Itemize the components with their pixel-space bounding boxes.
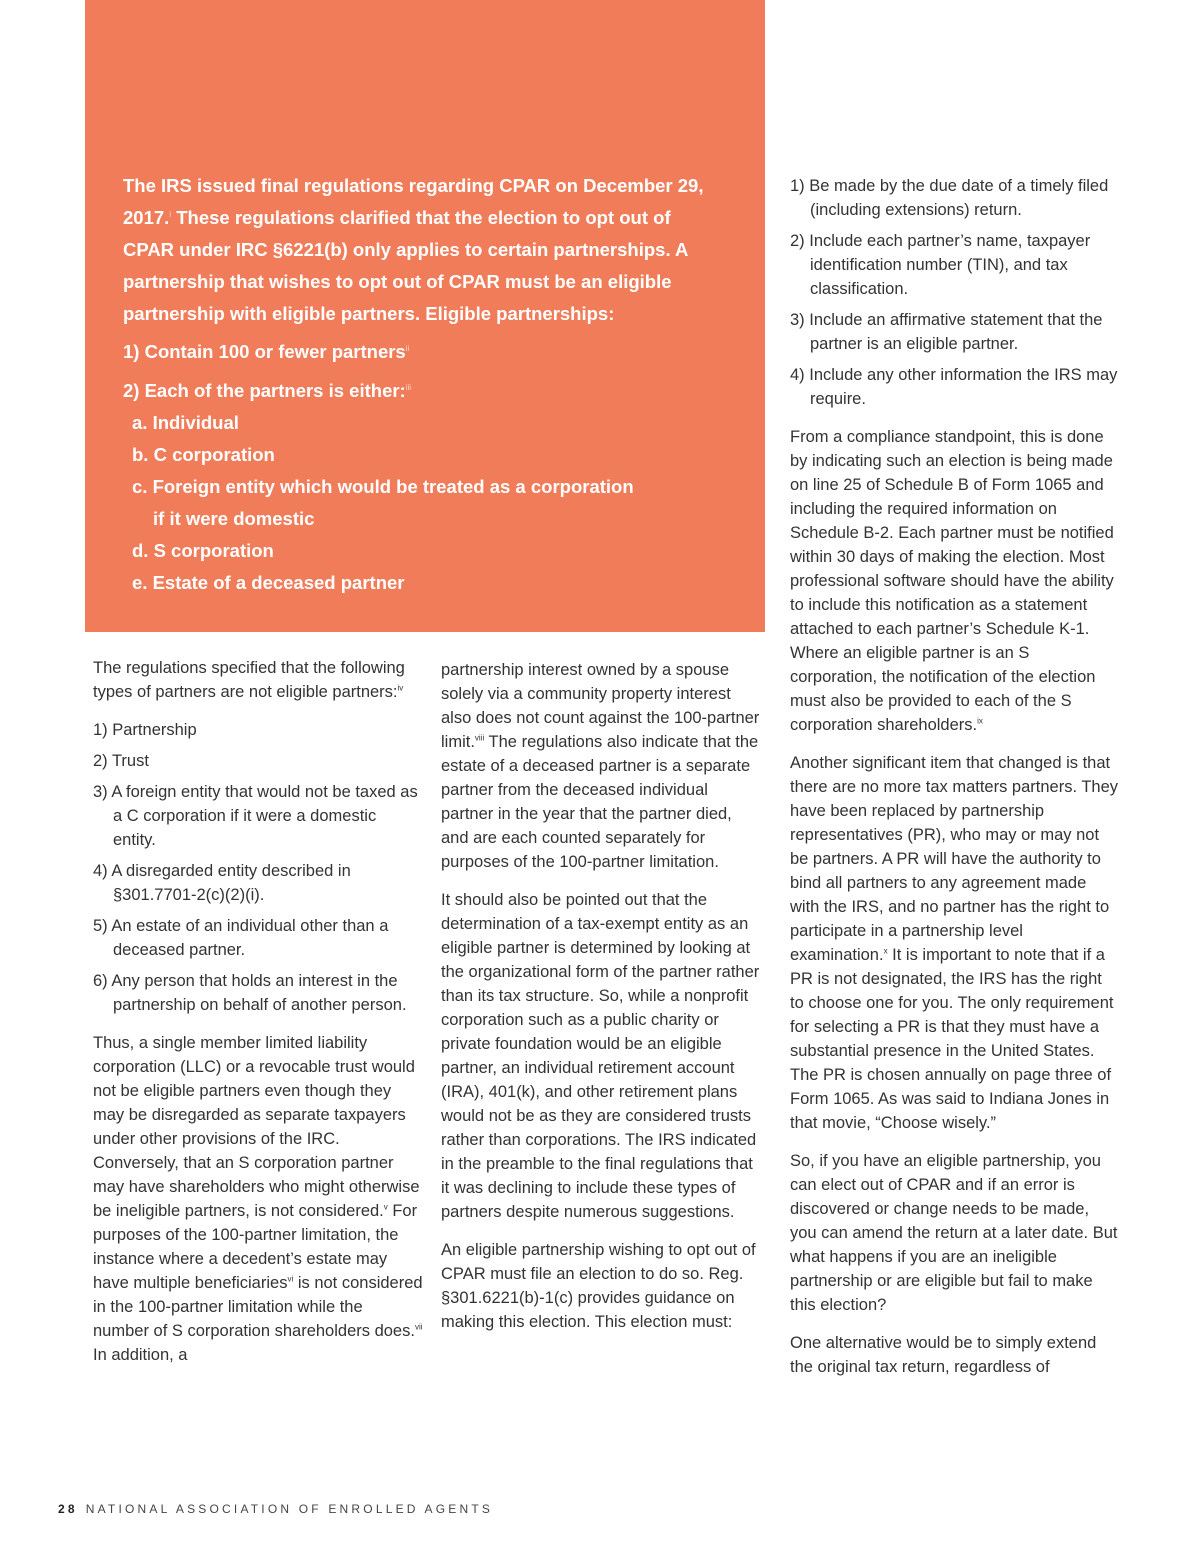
paragraph-text: It is important to note that if a PR is not designated, the IRS has the right to choose one for you. The only requirement for selecting a PR is that they must have a substantial presence in the United States. The PR is chosen annually on page three of Form 1065. As was said to Indiana Jones in that movie, “Choose wisely.” — [790, 946, 1114, 1132]
paragraph — [790, 425, 1120, 737]
paragraph — [93, 656, 423, 704]
callout-intro-text-1: The IRS issued final regulations regarding CPAR on December 29, 2017. — [123, 175, 704, 228]
callout-subitem-line: if it were domestic — [153, 508, 315, 529]
callout-content — [123, 170, 723, 599]
list-item: 1) Partnership — [93, 721, 197, 739]
paragraph — [93, 1031, 423, 1367]
publication-name: NATIONAL ASSOCIATION OF ENROLLED AGENTS — [85, 1502, 494, 1516]
paragraph — [790, 751, 1120, 1135]
callout-intro-text-2: These regulations clarified that the election to opt out of CPAR under IRC §6221(b) only applies to certain partnerships. A partnership that wishes to opt out of CPAR must be an eligible partnership with eligible partners. Eligible partnerships: — [123, 207, 688, 324]
paragraph-text: is not considered in the 100-partner limitation while the number of S corporation shareholders does. — [93, 1274, 423, 1340]
footnote-ref: v — [383, 1202, 388, 1212]
paragraph-text: Another significant item that changed is that there are no more tax matters partners. They have been replaced by partnership representatives (PR), who may or may not be partners. A PR will have the authority to bind all partners to any agreement made with the IRS, and no partner has the right to participate in a partnership level examination. — [790, 754, 1119, 964]
callout-item — [123, 375, 723, 407]
footnote-ref: x — [883, 946, 888, 956]
callout-subitem: b. C corporation — [132, 444, 275, 465]
footnote-ref: viii — [474, 733, 485, 743]
election-requirements-list — [790, 174, 1120, 411]
paragraph-text: The regulations also indicate that the estate of a deceased partner is a separate partner from the deceased individual partner in the year that the partner died, and are each counted separately for purposes of the 100-partner limitation. — [441, 733, 759, 871]
column-3 — [790, 174, 1120, 1393]
paragraph-text: From a compliance standpoint, this is done by indicating such an election is being made on line 25 of Schedule B of Form 1065 and including the required information on Schedule B-2. Each partner must be notified within 30 days of making the election. Most professional software should have the ability to include this notification as a statement attached to each partner’s Schedule K-1. Where an eligible partner is an S corporation, the notification of the election must also be provided to each of the S corporation shareholders. — [790, 428, 1114, 734]
paragraph: It should also be pointed out that the determination of a tax-exempt entity as an eligible partner is determined by looking at the organizational form of the partner rather than its tax structure. So, while a nonprofit corporation such as a public charity or private foundation would be an eligible partner, an individual retirement account (IRA), 401(k), and other retirement plans would not be as they are considered trusts rather than corporations. The IRS indicated in the preamble to the final regulations that it was declining to include these types of partners despite numerous suggestions. — [441, 891, 760, 1221]
paragraph: An eligible partnership wishing to opt out of CPAR must file an election to do so. Reg. §301.6221(b)-1(c) provides guidance on making this election. This election must: — [441, 1241, 756, 1331]
list-item: 2) Trust — [93, 752, 149, 770]
callout-item-text: 2) Each of the partners is either: — [123, 380, 406, 401]
column-2 — [441, 658, 763, 1348]
list-item: 1) Be made by the due date of a timely filed (including extensions) return. — [790, 177, 1109, 219]
callout-box — [85, 0, 765, 632]
paragraph — [441, 658, 763, 874]
list-item: 5) An estate of an individual other than a deceased partner. — [93, 917, 389, 959]
page-footer — [58, 1502, 493, 1516]
paragraph-text: In addition, a — [93, 1346, 188, 1364]
callout-subitem: e. Estate of a deceased partner — [132, 572, 405, 593]
callout-item — [123, 336, 723, 368]
callout-subitem-line: c. Foreign entity which would be treated as a corporation — [132, 476, 634, 497]
callout-subitem — [123, 471, 723, 535]
callout-intro — [123, 170, 723, 330]
paragraph-text: partnership interest owned by a spouse solely via a community property interest also does not count against the 100-partner limit. — [441, 661, 760, 751]
column-1 — [93, 656, 423, 1381]
footnote-ref: ix — [977, 716, 983, 726]
footnote-ref: vi — [287, 1274, 294, 1284]
footnote-ref: vii — [414, 1322, 423, 1332]
footnote-ref: iii — [405, 382, 412, 392]
callout-subitem: d. S corporation — [132, 540, 274, 561]
paragraph: One alternative would be to simply extend the original tax return, regardless of — [790, 1334, 1097, 1376]
paragraph-text: Thus, a single member limited liability corporation (LLC) or a revocable trust would not be eligible partners even though they may be disregarded as separate taxpayers under other provisions of the IRC. Conversely, that an S corporation partner may have shareholders who might otherwise be ineligible partners, is not considered. — [93, 1034, 420, 1220]
list-item: 4) A disregarded entity described in §301.7701-2(c)(2)(i). — [93, 862, 351, 904]
paragraph-text: For purposes of the 100-partner limitation, the instance where a decedent’s estate may have multiple beneficiaries — [93, 1202, 418, 1292]
page-number: 28 — [58, 1502, 78, 1516]
list-item: 2) Include each partner’s name, taxpayer identification number (TIN), and tax classification. — [790, 232, 1091, 298]
callout-subitem: a. Individual — [132, 412, 239, 433]
footnote-ref: i — [169, 209, 172, 219]
paragraph-text: The regulations specified that the following types of partners are not eligible partners: — [93, 659, 405, 701]
list-item: 3) A foreign entity that would not be taxed as a C corporation if it were a domestic entity. — [93, 783, 418, 849]
footnote-ref: iv — [397, 683, 404, 693]
ineligible-partner-list — [93, 718, 423, 1017]
list-item: 3) Include an affirmative statement that the partner is an eligible partner. — [790, 311, 1103, 353]
footnote-ref: ii — [405, 343, 410, 353]
list-item: 4) Include any other information the IRS may require. — [790, 366, 1118, 408]
callout-item-text: 1) Contain 100 or fewer partners — [123, 341, 406, 362]
list-item: 6) Any person that holds an interest in the partnership on behalf of another person. — [93, 972, 407, 1014]
paragraph: So, if you have an eligible partnership, you can elect out of CPAR and if an error is discovered or change needs to be made, you can amend the return at a later date. But what happens if you are an ineligible partnership or are eligible but fail to make this election? — [790, 1152, 1118, 1314]
